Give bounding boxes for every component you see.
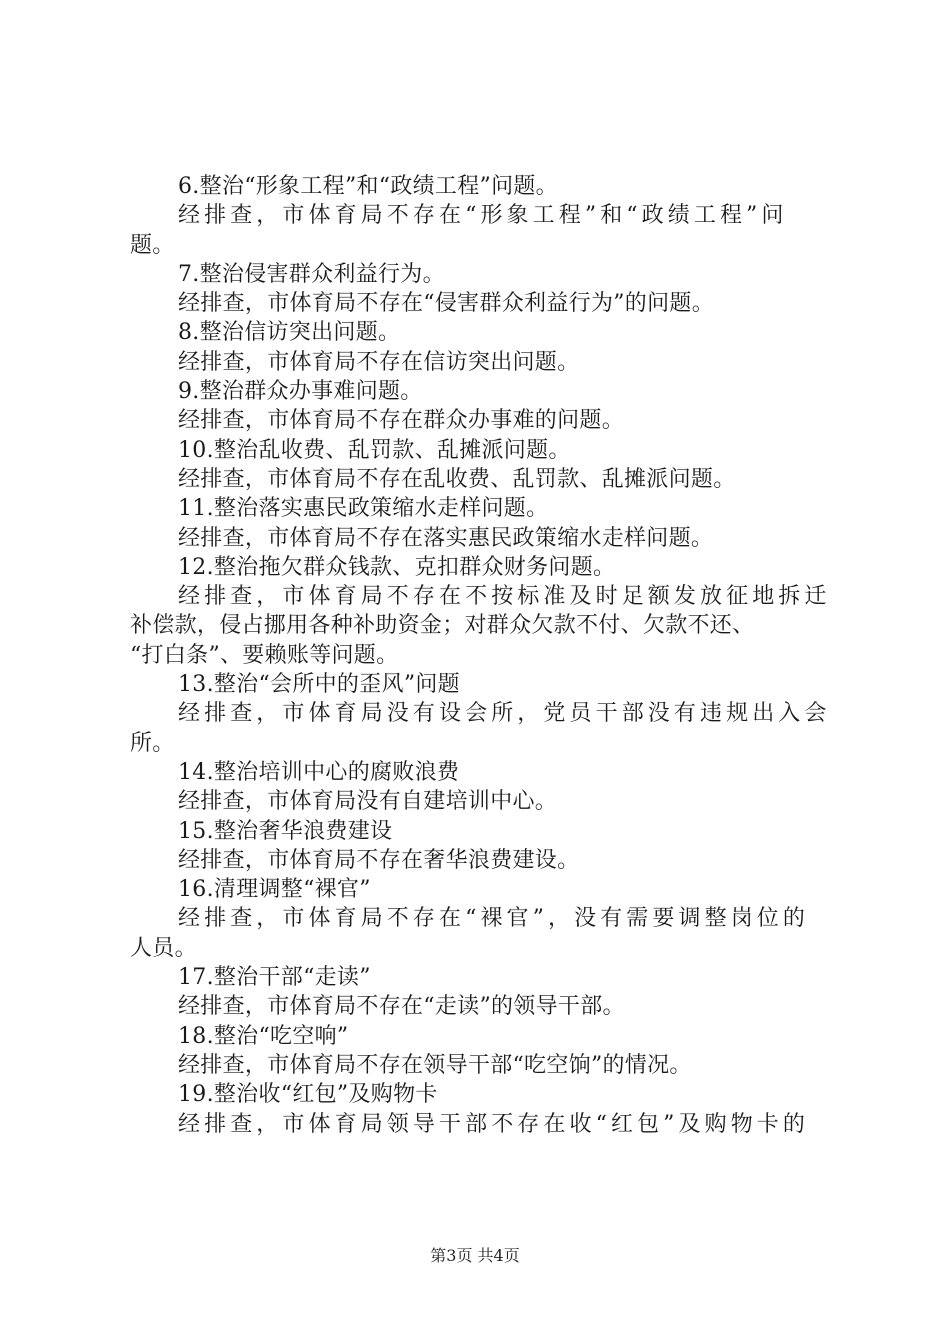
text-line: 题。 (130, 232, 175, 258)
text-line: 14.整治培训中心的腐败浪费 (178, 759, 460, 785)
text-line: “打白条”、要赖账等问题。 (130, 642, 399, 668)
text-line: 所。 (130, 730, 175, 756)
text-line: 经排查，市体育局不存在“侵害群众利益行为”的问题。 (178, 291, 714, 317)
text-line: 经排查，市体育局不存在领导干部“吃空饷”的情况。 (178, 1052, 692, 1078)
text-line: 补偿款，侵占挪用各种补助资金；对群众欠款不付、欠款不还、 (130, 613, 755, 639)
text-line: 19.整治收“红包”及购物卡 (178, 1082, 438, 1108)
text-line: 经排查，市体育局不存在“形象工程”和“政绩工程”问 (178, 203, 788, 229)
text-line: 16.清理调整“裸官” (178, 877, 371, 903)
page-footer: 第3页 共4页 (430, 1246, 520, 1265)
text-line: 经排查，市体育局不存在乱收费、乱罚款、乱摊派问题。 (178, 466, 736, 492)
text-line: 经排查，市体育局不存在“裸官”，没有需要调整岗位的 (178, 906, 809, 932)
text-line: 经排查，市体育局没有设会所，党员干部没有违规出入会 (178, 701, 831, 727)
text-line: 经排查，市体育局不存在落实惠民政策缩水走样问题。 (178, 525, 714, 551)
text-line: 经排查，市体育局领导干部不存在收“红包”及购物卡的 (178, 1111, 809, 1137)
text-line: 9.整治群众办事难问题。 (178, 379, 423, 405)
text-line: 17.整治干部“走读” (178, 965, 371, 991)
document-body (130, 172, 835, 1139)
text-line: 8.整治信访突出问题。 (178, 320, 401, 346)
text-line: 7.整治侵害群众利益行为。 (178, 261, 445, 287)
text-line: 经排查，市体育局不存在奢华浪费建设。 (178, 847, 580, 873)
text-line: 11.整治落实惠民政策缩水走样问题。 (178, 496, 549, 522)
text-line: 12.整治拖欠群众钱款、克扣群众财务问题。 (178, 554, 616, 580)
text-line: 6.整治“形象工程”和“政绩工程”问题。 (178, 174, 558, 199)
text-line: 经排查，市体育局没有自建培训中心。 (178, 789, 558, 815)
text-line: 人员。 (130, 935, 197, 961)
text-line: 经排查，市体育局不存在群众办事难的问题。 (178, 408, 625, 434)
text-line: 15.整治奢华浪费建设 (178, 818, 393, 844)
text-line: 13.整治“会所中的歪风”问题 (178, 672, 460, 698)
text-line: 经排查，市体育局不存在信访突出问题。 (178, 349, 580, 375)
text-line: 经排查，市体育局不存在不按标准及时足额发放征地拆迁 (178, 584, 831, 610)
text-line: 10.整治乱收费、乱罚款、乱摊派问题。 (178, 437, 571, 463)
text-line: 18.整治“吃空响” (178, 1023, 349, 1049)
text-line: 经排查，市体育局不存在“走读”的领导干部。 (178, 994, 625, 1020)
